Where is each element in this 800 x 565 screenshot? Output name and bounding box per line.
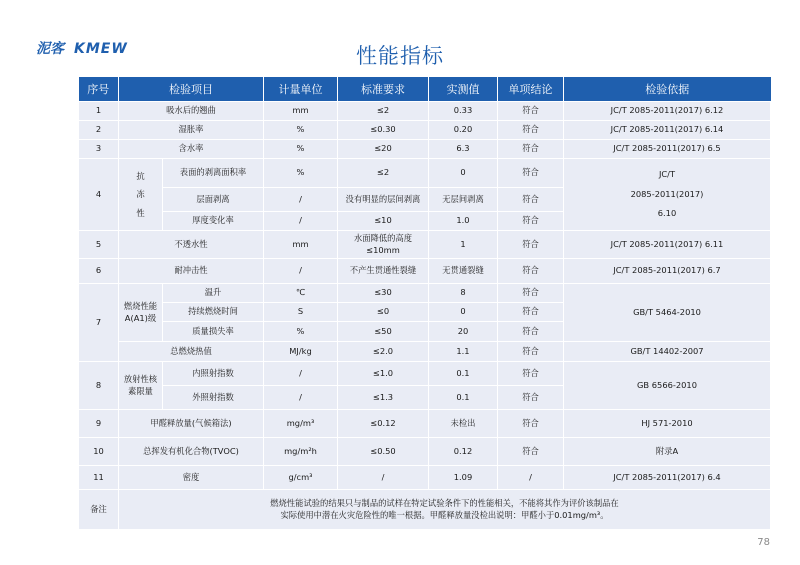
cell-standard: 没有明显的层间剥离 bbox=[338, 188, 429, 212]
table-row bbox=[79, 259, 771, 284]
remark-label: 备注 bbox=[79, 490, 119, 530]
cell-conclusion: 符合 bbox=[498, 342, 564, 362]
table-row bbox=[79, 102, 771, 121]
cell-measured: 0.1 bbox=[429, 386, 498, 410]
cell-unit: / bbox=[264, 188, 338, 212]
cell-standard: ≤2 bbox=[338, 102, 429, 121]
header-basis: 检验依据 bbox=[564, 77, 771, 102]
cell-measured: 8 bbox=[429, 284, 498, 303]
header-standard: 标准要求 bbox=[338, 77, 429, 102]
cell-measured: 0.33 bbox=[429, 102, 498, 121]
cell-unit: mm bbox=[264, 231, 338, 259]
remark-row bbox=[79, 490, 771, 530]
page-title: 性能指标 bbox=[356, 44, 444, 68]
table-row bbox=[79, 438, 771, 466]
cell-item: 内照射指数 bbox=[163, 362, 264, 386]
cell-item: 密度 bbox=[119, 466, 264, 490]
page-number: 78 bbox=[757, 537, 770, 548]
remark-line: 燃烧性能试验的结果只与制品的试样在特定试验条件下的性能相关，不能将其作为评价该制品在 bbox=[270, 498, 619, 509]
cell-unit: % bbox=[264, 140, 338, 159]
cell-no: 10 bbox=[79, 438, 119, 466]
table-row bbox=[79, 466, 771, 490]
table-row bbox=[79, 231, 771, 259]
cell-conclusion: 符合 bbox=[498, 188, 564, 212]
header-row bbox=[79, 77, 771, 102]
table-row bbox=[79, 342, 771, 362]
performance-table bbox=[78, 77, 771, 530]
cell-unit: / bbox=[264, 386, 338, 410]
cell-unit: mg/m³ bbox=[264, 410, 338, 438]
cell-standard: / bbox=[338, 466, 429, 490]
cell-measured: 0.12 bbox=[429, 438, 498, 466]
basis-line: JC/T bbox=[658, 168, 676, 179]
remark-line: 实际使用中潜在火灾危险性的唯一根据。甲醛释放量没检出说明：甲醛小于0.01mg/m³。 bbox=[280, 509, 609, 520]
cell-no: 9 bbox=[79, 410, 119, 438]
cell-measured: 0 bbox=[429, 159, 498, 188]
cell-item: 质量损失率 bbox=[163, 322, 264, 342]
group-char: 冻 bbox=[136, 189, 145, 200]
cell-item: 含水率 bbox=[119, 140, 264, 159]
cell-basis: JC/T 2085-2011(2017) 6.11 bbox=[564, 231, 771, 259]
cell-no: 4 bbox=[79, 159, 119, 231]
cell-measured: 0.1 bbox=[429, 362, 498, 386]
table-row bbox=[79, 362, 771, 386]
cell-standard: ≤20 bbox=[338, 140, 429, 159]
cell-standard: ≤30 bbox=[338, 284, 429, 303]
cell-item: 总挥发有机化合物(TVOC) bbox=[119, 438, 264, 466]
cell-standard: 水面降低的高度≤10mm bbox=[338, 231, 429, 259]
cell-unit: / bbox=[264, 362, 338, 386]
cell-measured: 20 bbox=[429, 322, 498, 342]
cell-conclusion: 符合 bbox=[498, 322, 564, 342]
cell-standard: ≤0.12 bbox=[338, 410, 429, 438]
cell-measured: 1 bbox=[429, 231, 498, 259]
cell-measured: 无层间剥离 bbox=[429, 188, 498, 212]
basis-line: 2085-2011(2017) bbox=[630, 188, 704, 199]
cell-item: 不透水性 bbox=[119, 231, 264, 259]
cell-conclusion: 符合 bbox=[498, 303, 564, 322]
cell-standard: ≤0.50 bbox=[338, 438, 429, 466]
cell-item: 外照射指数 bbox=[163, 386, 264, 410]
cell-standard: ≤1.3 bbox=[338, 386, 429, 410]
cell-item: 耐冲击性 bbox=[119, 259, 264, 284]
cell-unit: % bbox=[264, 322, 338, 342]
group-char: 性 bbox=[136, 207, 145, 218]
cell-conclusion: 符合 bbox=[498, 140, 564, 159]
cell-conclusion: 符合 bbox=[498, 212, 564, 231]
group-char: 抗 bbox=[136, 171, 145, 182]
cell-measured: 1.0 bbox=[429, 212, 498, 231]
cell-conclusion: 符合 bbox=[498, 159, 564, 188]
cell-basis: GB/T 5464-2010 bbox=[564, 284, 771, 342]
cell-item: 持续燃烧时间 bbox=[163, 303, 264, 322]
cell-conclusion: 符合 bbox=[498, 362, 564, 386]
cell-standard: ≤1.0 bbox=[338, 362, 429, 386]
cell-unit: mm bbox=[264, 102, 338, 121]
cell-conclusion: 符合 bbox=[498, 386, 564, 410]
cell-basis: JC/T 2085-2011(2017) 6.14 bbox=[564, 121, 771, 140]
cell-measured: 1.09 bbox=[429, 466, 498, 490]
cell-item: 层面剥离 bbox=[163, 188, 264, 212]
cell-no: 2 bbox=[79, 121, 119, 140]
table-row bbox=[79, 159, 771, 188]
basis-line: 6.10 bbox=[657, 208, 677, 219]
cell-standard: ≤50 bbox=[338, 322, 429, 342]
cell-item: 总燃烧热值 bbox=[119, 342, 264, 362]
table-row bbox=[79, 284, 771, 303]
cell-measured: 未检出 bbox=[429, 410, 498, 438]
cell-group-radiation: 放射性核素限量 bbox=[119, 362, 163, 410]
cell-measured: 无贯通裂缝 bbox=[429, 259, 498, 284]
header-item: 检验项目 bbox=[119, 77, 264, 102]
cell-unit: S bbox=[264, 303, 338, 322]
cell-item: 吸水后的翘曲 bbox=[119, 102, 264, 121]
cell-standard: ≤0.30 bbox=[338, 121, 429, 140]
header-conclusion: 单项结论 bbox=[498, 77, 564, 102]
header-measured: 实测值 bbox=[429, 77, 498, 102]
cell-unit: ℃ bbox=[264, 284, 338, 303]
brand-chinese: 泥客 bbox=[36, 41, 64, 57]
cell-item: 表面的剥离面积率 bbox=[163, 159, 264, 188]
cell-conclusion: 符合 bbox=[498, 121, 564, 140]
cell-no: 5 bbox=[79, 231, 119, 259]
cell-basis: GB 6566-2010 bbox=[564, 362, 771, 410]
cell-conclusion: 符合 bbox=[498, 231, 564, 259]
cell-basis bbox=[564, 159, 771, 231]
cell-conclusion: / bbox=[498, 466, 564, 490]
cell-measured: 0 bbox=[429, 303, 498, 322]
cell-group-frost bbox=[119, 159, 163, 231]
cell-no: 7 bbox=[79, 284, 119, 362]
cell-measured: 0.20 bbox=[429, 121, 498, 140]
cell-conclusion: 符合 bbox=[498, 259, 564, 284]
cell-group-fire: 燃烧性能A(A1)级 bbox=[119, 284, 163, 342]
cell-item: 甲醛释放量(气候箱法) bbox=[119, 410, 264, 438]
remark-text bbox=[119, 490, 771, 530]
cell-unit: mg/m²h bbox=[264, 438, 338, 466]
cell-standard: ≤0 bbox=[338, 303, 429, 322]
cell-no: 1 bbox=[79, 102, 119, 121]
cell-no: 8 bbox=[79, 362, 119, 410]
cell-unit: % bbox=[264, 121, 338, 140]
header-no: 序号 bbox=[79, 77, 119, 102]
cell-measured: 1.1 bbox=[429, 342, 498, 362]
cell-basis: GB/T 14402-2007 bbox=[564, 342, 771, 362]
table-row bbox=[79, 410, 771, 438]
cell-no: 6 bbox=[79, 259, 119, 284]
brand-latin: KMEW bbox=[74, 41, 128, 57]
table-row bbox=[79, 140, 771, 159]
cell-basis: JC/T 2085-2011(2017) 6.12 bbox=[564, 102, 771, 121]
cell-measured: 6.3 bbox=[429, 140, 498, 159]
cell-conclusion: 符合 bbox=[498, 438, 564, 466]
cell-unit: / bbox=[264, 212, 338, 231]
cell-conclusion: 符合 bbox=[498, 410, 564, 438]
cell-unit: MJ/kg bbox=[264, 342, 338, 362]
header-unit: 计量单位 bbox=[264, 77, 338, 102]
cell-standard: ≤2 bbox=[338, 159, 429, 188]
cell-item: 温升 bbox=[163, 284, 264, 303]
cell-no: 3 bbox=[79, 140, 119, 159]
cell-standard: ≤2.0 bbox=[338, 342, 429, 362]
cell-unit: g/cm³ bbox=[264, 466, 338, 490]
cell-standard: 不产生贯通性裂缝 bbox=[338, 259, 429, 284]
cell-basis: JC/T 2085-2011(2017) 6.4 bbox=[564, 466, 771, 490]
cell-unit: % bbox=[264, 159, 338, 188]
cell-basis: JC/T 2085-2011(2017) 6.7 bbox=[564, 259, 771, 284]
cell-no: 11 bbox=[79, 466, 119, 490]
cell-item: 湿胀率 bbox=[119, 121, 264, 140]
cell-conclusion: 符合 bbox=[498, 102, 564, 121]
cell-basis: 附录A bbox=[564, 438, 771, 466]
cell-unit: / bbox=[264, 259, 338, 284]
cell-conclusion: 符合 bbox=[498, 284, 564, 303]
cell-standard: ≤10 bbox=[338, 212, 429, 231]
cell-item: 厚度变化率 bbox=[163, 212, 264, 231]
cell-basis: HJ 571-2010 bbox=[564, 410, 771, 438]
table-row bbox=[79, 121, 771, 140]
cell-basis: JC/T 2085-2011(2017) 6.5 bbox=[564, 140, 771, 159]
